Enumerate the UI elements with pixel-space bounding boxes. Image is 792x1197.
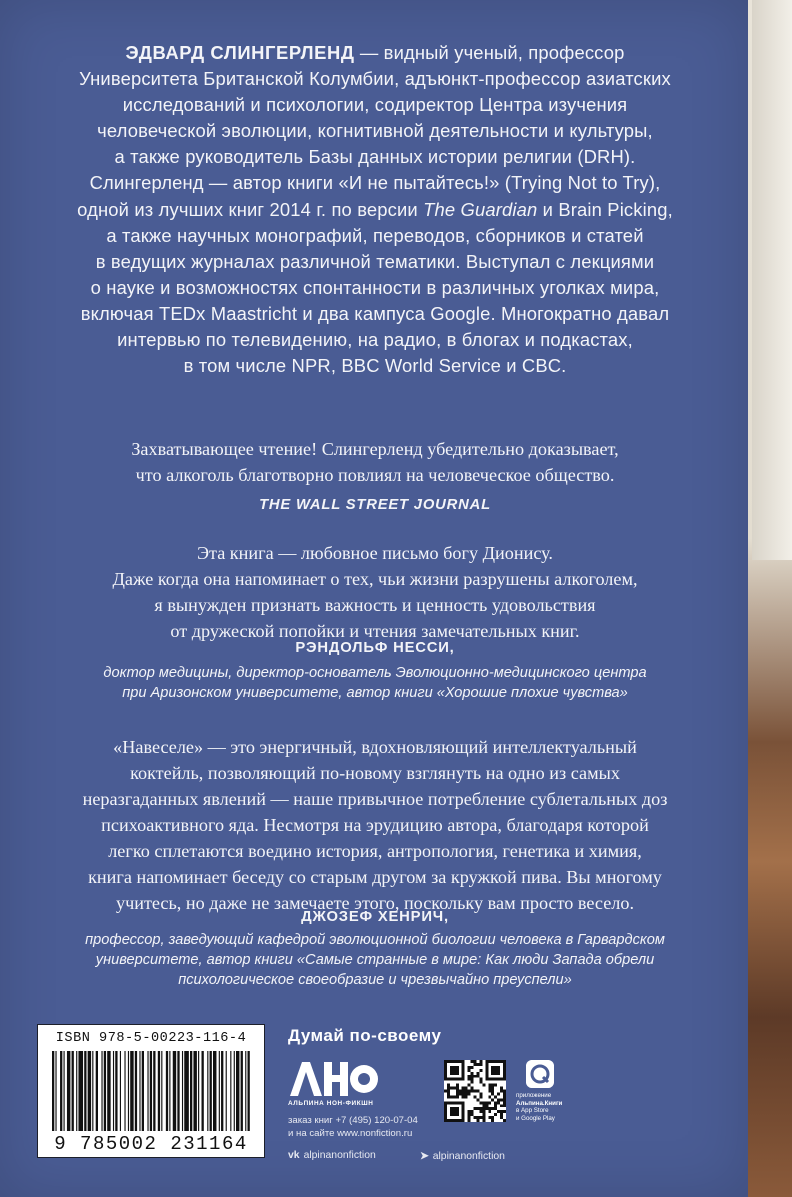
credential-line: психологическое своеобразие и чрезвычайно преуспели»	[178, 972, 572, 988]
quote-line: Эта книга — любовное письмо богу Дионису.	[197, 543, 553, 563]
bio-line: в ведущих журналах различной тематики. Выступал с лекциями	[95, 250, 655, 272]
quote-line: книга напоминает беседу со старым другом за кружкой пива. Вы многому	[88, 867, 662, 887]
source-credentials-henrich	[30, 930, 720, 990]
vk-icon: vk	[288, 1150, 300, 1161]
bio-line: Университета Британской Колумбии, адъюнкт-профессор азиатских	[79, 68, 671, 90]
background-paper	[752, 0, 792, 560]
quote-line: что алкоголь благотворно повлиял на человеческое общество.	[135, 465, 615, 485]
publisher-block	[288, 1026, 588, 1166]
bio-line: в том числе NPR, BBC World Service и CBC.	[183, 355, 567, 377]
app-caption: приложение Альпина.Книги в App Store и Google Play	[516, 1092, 563, 1122]
app-icon	[526, 1060, 554, 1088]
quote-line: коктейль, позволяющий по-новому взглянуть на одно из самых	[130, 763, 620, 783]
bio-line: а также научных монографий, переводов, сборников и статей	[106, 224, 644, 246]
telegram-icon: ➤	[420, 1151, 429, 1162]
quote-line: я вынужден признать важность и ценность удовольствия	[154, 595, 596, 615]
bio-line: включая TEDx Maastricht и два кампуса Google. Многократно давал	[80, 302, 670, 324]
bio-line: а также руководитель Базы данных истории религии (DRH).	[114, 146, 636, 168]
quote-source-wsj: THE WALL STREET JOURNAL	[259, 497, 491, 513]
quote-line: легко сплетаются воедино история, антропология, генетика и химия,	[108, 841, 642, 861]
quote-line: психоактивного яда. Несмотря на эрудицию автора, благодаря которой	[101, 815, 649, 835]
barcode-bars	[50, 1051, 254, 1131]
quote-line: неразгаданных явлений — наше привычное потребление сублетальных доз	[82, 789, 668, 809]
bio-line: о науке и возможностях спонтанности в различных уголках мира,	[90, 276, 660, 298]
bio-line: Слингерленд — автор книги «И не пытайтесь!» (Trying Not to Try),	[89, 172, 661, 194]
publisher-logo-caption: АЛЬПИНА НОН-ФИКШН	[288, 1100, 374, 1107]
review-quote-wsj	[30, 436, 720, 488]
order-phone: заказ книг +7 (495) 120-07-04	[288, 1115, 418, 1126]
credential-line: профессор, заведующий кафедрой эволюционной биологии человека в Гарвардском	[85, 932, 665, 948]
quote-line: учитесь, но даже не замечаете этого, поскольку вам просто весело.	[115, 893, 635, 913]
isbn-label: ISBN 978-5-00223-116-4	[55, 1031, 247, 1046]
author-bio	[30, 40, 720, 379]
publisher-logo-icon	[288, 1058, 378, 1098]
author-name: ЭДВАРД СЛИНГЕРЛЕНД	[125, 42, 355, 63]
isbn-barcode	[37, 1024, 265, 1158]
credential-line: при Аризонском университете, автор книги «Хорошие плохие чувства»	[122, 685, 628, 701]
telegram-link[interactable]: ➤ alpinanonfiction	[420, 1151, 505, 1162]
source-credentials-nesse	[30, 663, 720, 703]
bio-line: одной из лучших книг 2014 г. по версии The Guardian и Brain Picking,	[77, 198, 673, 220]
bio-line: исследований и психологии, содиректор Центра изучения	[122, 94, 628, 116]
quote-line: Даже когда она напоминает о тех, чьи жизни разрушены алкоголем,	[112, 569, 638, 589]
app-promo	[516, 1058, 582, 1138]
quote-line: от дружеской попойки и чтения замечательных книг.	[170, 621, 580, 641]
credential-line: университете, автор книги «Самые странные в мире: Как люди Запада обрели	[95, 952, 655, 968]
quote-source-nesse: РЭНДОЛЬФ НЕССИ,	[295, 640, 455, 656]
credential-line: доктор медицины, директор-основатель Эволюционно-медицинского центра	[103, 665, 647, 681]
publisher-motto: Думай по-своему	[288, 1026, 442, 1045]
bio-line: интервью по телевидению, на радио, в блогах и подкастах,	[117, 329, 633, 351]
order-info	[288, 1114, 418, 1140]
review-quote-nesse	[30, 540, 720, 644]
qr-code-icon	[444, 1060, 506, 1122]
quote-line: «Навеселе» — это энергичный, вдохновляющий интеллектуальный	[113, 737, 637, 757]
order-site: и на сайте www.nonfiction.ru	[288, 1128, 413, 1139]
barcode-digits: 9 785002 231164	[54, 1133, 248, 1155]
quote-line: Захватывающее чтение! Слингерленд убедительно доказывает,	[131, 439, 619, 459]
bio-line: человеческой эволюции, когнитивной деятельности и культуры,	[97, 120, 653, 142]
quote-source-henrich: ДЖОЗЕФ ХЕНРИЧ,	[301, 909, 449, 925]
bio-line: ЭДВАРД СЛИНГЕРЛЕНД — видный ученый, профессор	[125, 42, 625, 63]
review-quote-henrich	[30, 734, 720, 916]
vk-link[interactable]: vk alpinanonfiction	[288, 1150, 376, 1161]
